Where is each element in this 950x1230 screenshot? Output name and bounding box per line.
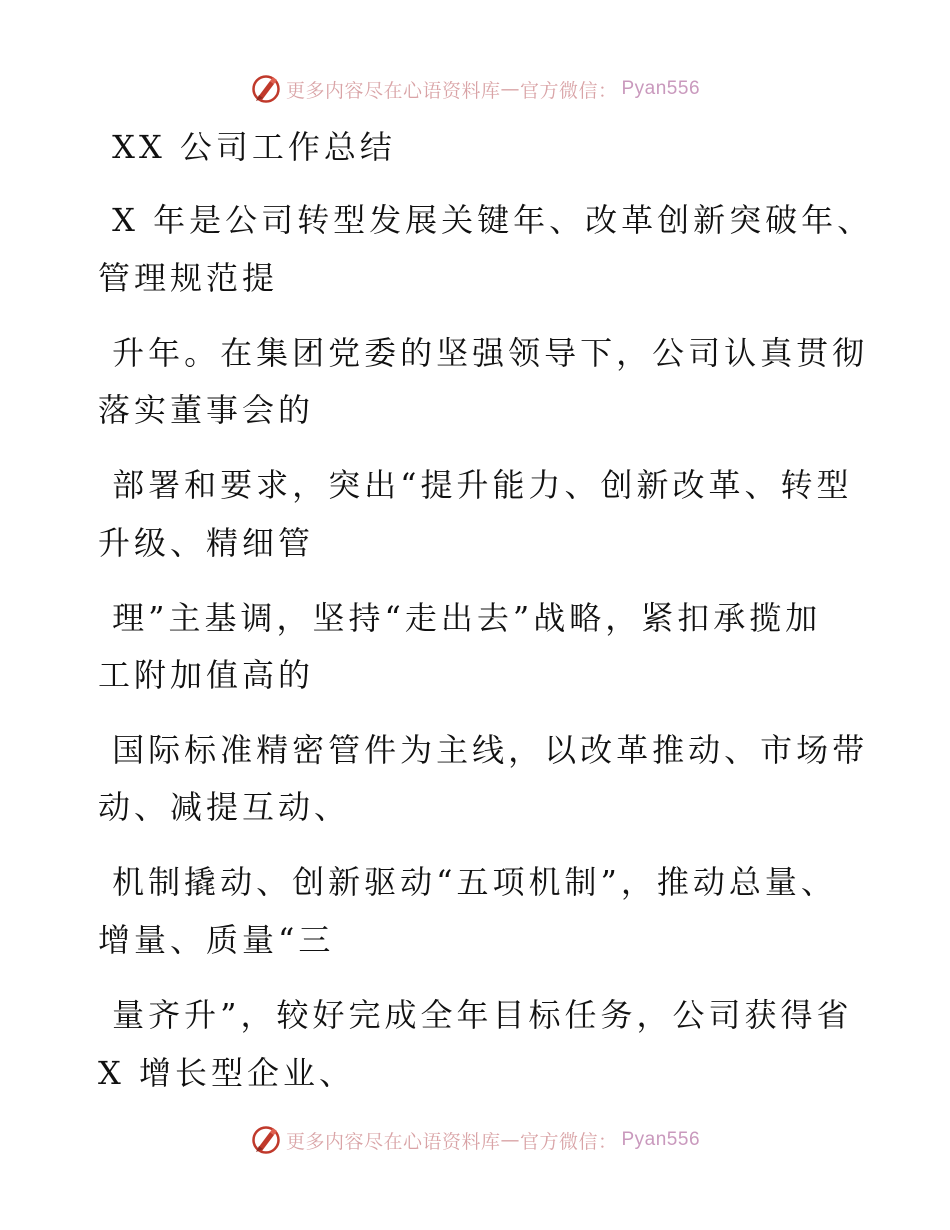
header-watermark xyxy=(0,72,950,106)
footer-watermark-text: 更多内容尽在心语资料库 xyxy=(285,1130,501,1153)
pen-logo-icon xyxy=(250,73,282,105)
body-line: 工附加值高的 xyxy=(98,656,315,694)
body-line: 理”主基调，坚持“走出去”战略，紧扣承揽加 xyxy=(98,599,822,637)
body-line: X 增长型企业、 xyxy=(98,1054,355,1092)
footer-watermark xyxy=(0,1123,950,1157)
body-line: 机制撬动、创新驱动“五项机制”，推动总量、 xyxy=(98,863,837,901)
body-line: X 年是公司转型发展关键年、改革创新突破年、 xyxy=(98,201,874,239)
body-line: 动、减提互动、 xyxy=(98,788,351,826)
body-line: 量齐升”，较好完成全年目标任务，公司获得省 xyxy=(98,996,853,1034)
footer-wechat-id: Pyan556 xyxy=(621,1129,701,1150)
body-line: 部署和要求，突出“提升能力、创新改革、转型 xyxy=(98,466,853,504)
footer-watermark-label: 官方微信： xyxy=(519,1130,618,1153)
body-line: 增量、质量“三 xyxy=(98,921,335,959)
header-watermark-separator: — xyxy=(500,78,520,100)
header-watermark-label: 官方微信： xyxy=(519,79,618,102)
header-watermark-text: 更多内容尽在心语资料库 xyxy=(285,79,501,102)
body-line: 升级、精细管 xyxy=(98,524,315,562)
body-line: 升年。在集团党委的坚强领导下，公司认真贯彻 xyxy=(98,334,869,372)
footer-watermark-separator: — xyxy=(500,1129,520,1151)
body-line: 管理规范提 xyxy=(98,259,279,297)
pen-logo-icon xyxy=(250,1124,282,1156)
document-title: XX 公司工作总结 xyxy=(98,128,396,166)
body-line: 国际标准精密管件为主线，以改革推动、市场带 xyxy=(98,731,869,769)
body-line: 落实董事会的 xyxy=(98,391,315,429)
header-wechat-id: Pyan556 xyxy=(621,78,701,99)
